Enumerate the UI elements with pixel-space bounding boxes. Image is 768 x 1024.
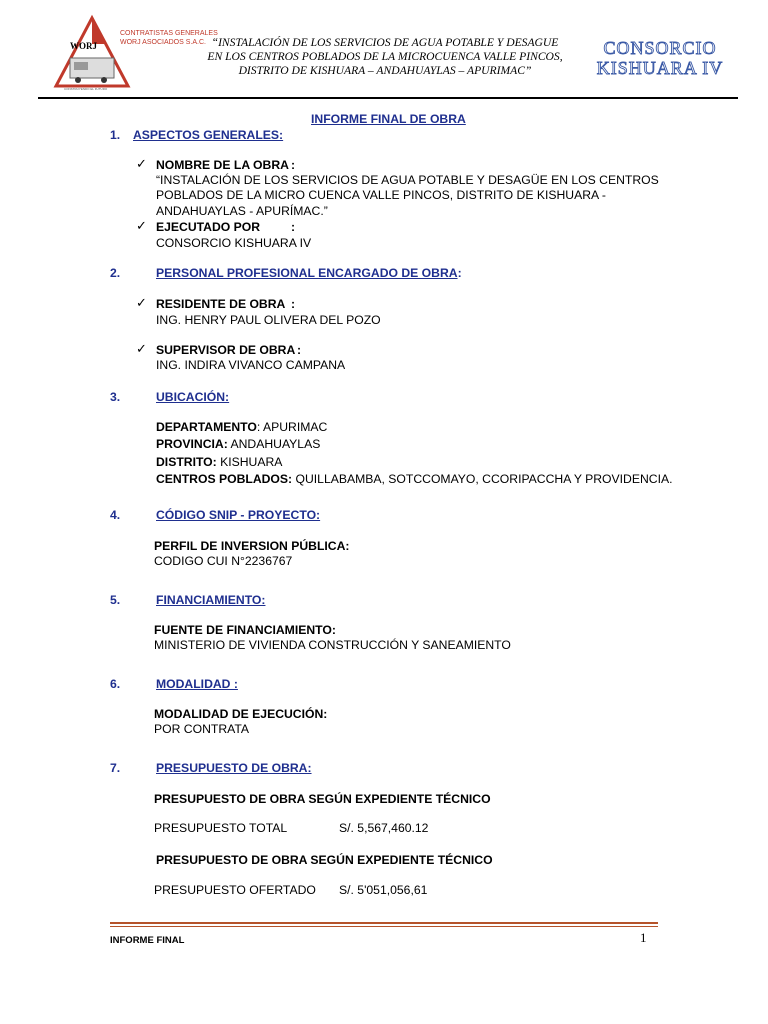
residente-label: RESIDENTE DE OBRA — [156, 297, 286, 311]
nombre-obra-colon: : — [291, 158, 296, 172]
presupuesto-subheading-1: PRESUPUESTO DE OBRA SEGÚN EXPEDIENTE TÉCNICO — [154, 792, 491, 806]
provincia-label: PROVINCIA: — [156, 437, 228, 451]
section-2-heading: PERSONAL PROFESIONAL ENCARGADO DE OBRA — [156, 266, 458, 280]
distrito-label: DISTRITO: — [156, 455, 217, 469]
nombre-obra-line2: POBLADOS DE LA MICRO CUENCA VALLE PINCOS, DISTRITO DE KISHUARA - — [156, 188, 606, 202]
section-5-heading: FINANCIAMIENTO: — [156, 593, 266, 607]
nombre-obra-label: NOMBRE DE LA OBRA — [156, 158, 289, 172]
distrito-value: KISHUARA — [216, 455, 283, 469]
presupuesto-ofertado-value: S/. 5'051,056,61 — [339, 883, 428, 897]
section-5-number: 5. — [110, 593, 121, 607]
presupuesto-total-value: S/. 5,567,460.12 — [339, 821, 429, 835]
departamento-row — [156, 420, 327, 435]
ejecutado-label: EJECUTADO POR — [156, 220, 261, 234]
section-2-heading-wrap — [156, 266, 462, 281]
footer-label: INFORME FINAL — [110, 935, 185, 946]
consorcio-line1: CONSORCIO — [603, 38, 717, 58]
supervisor-value: ING. INDIRA VIVANCO CAMPANA — [156, 358, 346, 372]
company-logo — [44, 14, 218, 91]
logo-mark: WORJ — [70, 41, 97, 51]
departamento-label: DEPARTAMENTO — [156, 420, 257, 434]
consorcio-line2: KISHUARA IV — [596, 58, 724, 78]
modalidad-value: POR CONTRATA — [154, 722, 250, 736]
footer-divider-thick — [110, 922, 658, 924]
perfil-value: CODIGO CUI N°2236767 — [154, 554, 293, 568]
company-name-line2: WORJ ASOCIADOS S.A.C. — [120, 39, 206, 46]
perfil-label: PERFIL DE INVERSION PÚBLICA: — [154, 539, 350, 553]
presupuesto-ofertado-label: PRESUPUESTO OFERTADO — [154, 883, 316, 897]
modalidad-label: MODALIDAD DE EJECUCIÓN: — [154, 707, 328, 721]
provincia-value: ANDAHUAYLAS — [227, 437, 321, 451]
section-6-number: 6. — [110, 677, 121, 691]
header-divider — [38, 97, 738, 99]
section-1-heading: ASPECTOS GENERALES: — [133, 128, 284, 142]
ejecutado-value: CONSORCIO KISHUARA IV — [156, 236, 312, 250]
section-6-heading: MODALIDAD : — [156, 677, 238, 691]
residente-value: ING. HENRY PAUL OLIVERA DEL POZO — [156, 313, 381, 327]
company-name-line1: CONTRATISTAS GENERALES — [120, 30, 218, 37]
section-7-number: 7. — [110, 761, 121, 775]
supervisor-colon: : — [297, 343, 302, 357]
page-number: 1 — [640, 930, 647, 945]
centros-label: CENTROS POBLADOS: — [156, 472, 293, 486]
section-3-heading: UBICACIÓN: — [156, 390, 230, 404]
centros-value: QUILLABAMBA, SOTCCOMAYO, CCORIPACCHA Y PROVIDENCIA. — [292, 472, 673, 486]
checkmark-icon: ✓ — [136, 218, 147, 233]
presupuesto-subheading-2: PRESUPUESTO DE OBRA SEGÚN EXPEDIENTE TÉCNICO — [156, 853, 493, 867]
document-title: INFORME FINAL DE OBRA — [311, 112, 466, 126]
section-1-number: 1. — [110, 128, 121, 142]
residente-colon: : — [291, 297, 296, 311]
presupuesto-total-label: PRESUPUESTO TOTAL — [154, 821, 288, 835]
section-7-heading: PRESUPUESTO DE OBRA: — [156, 761, 312, 775]
centros-row — [156, 472, 672, 487]
distrito-row — [156, 455, 282, 470]
section-2-heading-colon: : — [457, 266, 462, 280]
provincia-row — [156, 437, 320, 452]
consorcio-logo-text — [585, 38, 735, 78]
footer-divider-thin — [110, 926, 658, 927]
fuente-label: FUENTE DE FINANCIAMIENTO: — [154, 623, 336, 637]
header-project-line3: DISTRITO DE KISHUARA – ANDAHUAYLAS – APURIMAC” — [238, 64, 532, 77]
section-3-number: 3. — [110, 390, 121, 404]
section-4-heading: CÓDIGO SNIP - PROYECTO: — [156, 508, 321, 522]
nombre-obra-line1: “INSTALACIÓN DE LOS SERVICIOS DE AGUA POTABLE Y DESAGÜE EN LOS CENTROS — [156, 173, 659, 187]
supervisor-label: SUPERVISOR DE OBRA — [156, 343, 296, 357]
ejecutado-colon: : — [291, 220, 296, 234]
nombre-obra-line3: ANDAHUAYLAS - APURÍMAC.” — [156, 204, 328, 218]
checkmark-icon: ✓ — [136, 295, 147, 310]
header-project-title — [200, 36, 570, 78]
departamento-value: : APURIMAC — [256, 420, 328, 434]
logo-slogan: CONSTRUYENDO EL FUTURO — [64, 87, 108, 91]
section-4-number: 4. — [110, 508, 121, 522]
checkmark-icon: ✓ — [136, 156, 147, 171]
section-2-number: 2. — [110, 266, 121, 280]
checkmark-icon: ✓ — [136, 341, 147, 356]
fuente-value: MINISTERIO DE VIVIENDA CONSTRUCCIÓN Y SANEAMIENTO — [154, 638, 511, 652]
header-project-line2: EN LOS CENTROS POBLADOS DE LA MICROCUENCA VALLE PINCOS, — [207, 50, 563, 63]
header-project-line1: “INSTALACIÓN DE LOS SERVICIOS DE AGUA POTABLE Y DESAGUE — [211, 36, 559, 49]
